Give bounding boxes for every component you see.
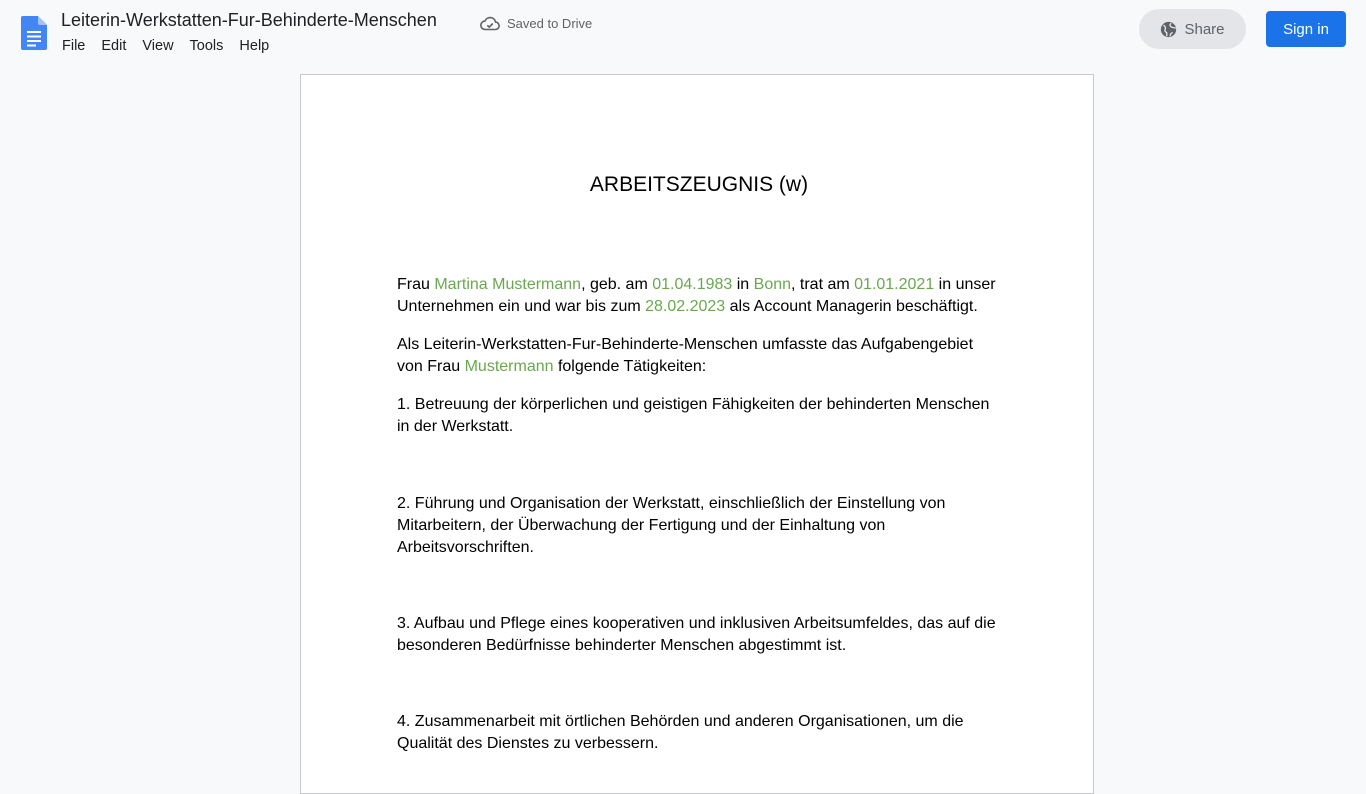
top-bar: [0, 0, 1366, 64]
birth-date: 01.04.1983: [652, 276, 733, 293]
document-title[interactable]: Leiterin-Werkstatten-Fur-Behinderte-Menschen: [61, 10, 437, 30]
tasks-intro-text: Als Leiterin-Werkstatten-Fur-Behinderte-Menschen umfasste das Aufgabengebiet von Frau: [397, 336, 974, 375]
document-heading: ARBEITSZEUGNIS (w): [589, 173, 809, 196]
menu-file[interactable]: File: [62, 38, 86, 54]
birth-city: Bonn: [753, 276, 792, 293]
menu-view[interactable]: View: [142, 38, 174, 54]
intro-text: in: [732, 276, 754, 293]
intro-paragraph: [397, 274, 1001, 318]
menu-help[interactable]: Help: [239, 38, 270, 54]
end-date: 28.02.2023: [645, 298, 726, 315]
save-status[interactable]: [480, 14, 592, 32]
tasks-intro-text: folgende Tätigkeiten:: [553, 358, 707, 375]
menu-bar: [54, 36, 277, 56]
sign-in-button[interactable]: Sign in: [1266, 11, 1346, 47]
cloud-check-icon: [480, 15, 500, 31]
start-date: 01.01.2021: [854, 276, 935, 293]
tasks-intro-paragraph: [397, 334, 1001, 378]
intro-text: , trat am: [791, 276, 855, 293]
document-page[interactable]: [300, 74, 1094, 794]
task-item-3: 3. Aufbau und Pflege eines kooperativen und inklusiven Arbeitsumfeldes, das auf die besonderen Bedürfnisse behinderter Menschen abgestimmt ist.: [397, 615, 996, 654]
share-button[interactable]: [1139, 9, 1246, 49]
employee-surname: Mustermann: [464, 358, 554, 375]
task-item-1: 1. Betreuung der körperlichen und geistigen Fähigkeiten der behinderten Menschen in der Werkstatt.: [397, 396, 990, 435]
intro-text: Frau: [397, 276, 435, 293]
save-status-label: Saved to Drive: [507, 15, 593, 31]
menu-tools[interactable]: Tools: [189, 38, 224, 54]
share-button-label: Share: [1184, 20, 1225, 38]
intro-text: , geb. am: [581, 276, 653, 293]
google-docs-icon[interactable]: [21, 16, 47, 50]
intro-text: als Account Managerin beschäftigt.: [725, 298, 978, 315]
employee-name: Martina Mustermann: [434, 276, 582, 293]
menu-edit[interactable]: Edit: [101, 38, 127, 54]
intro-text: in unser Unternehmen ein und war bis zum: [397, 276, 996, 315]
globe-icon: [1160, 21, 1177, 38]
task-item-4: 4. Zusammenarbeit mit örtlichen Behörden und anderen Organisationen, um die Qualität des Dienstes zu verbessern.: [397, 713, 964, 752]
task-item-2: 2. Führung und Organisation der Werkstatt, einschließlich der Einstellung von Mitarbeitern, der Überwachung der Fertigung und der Einhaltung von Arbeitsvorschriften.: [397, 495, 946, 556]
